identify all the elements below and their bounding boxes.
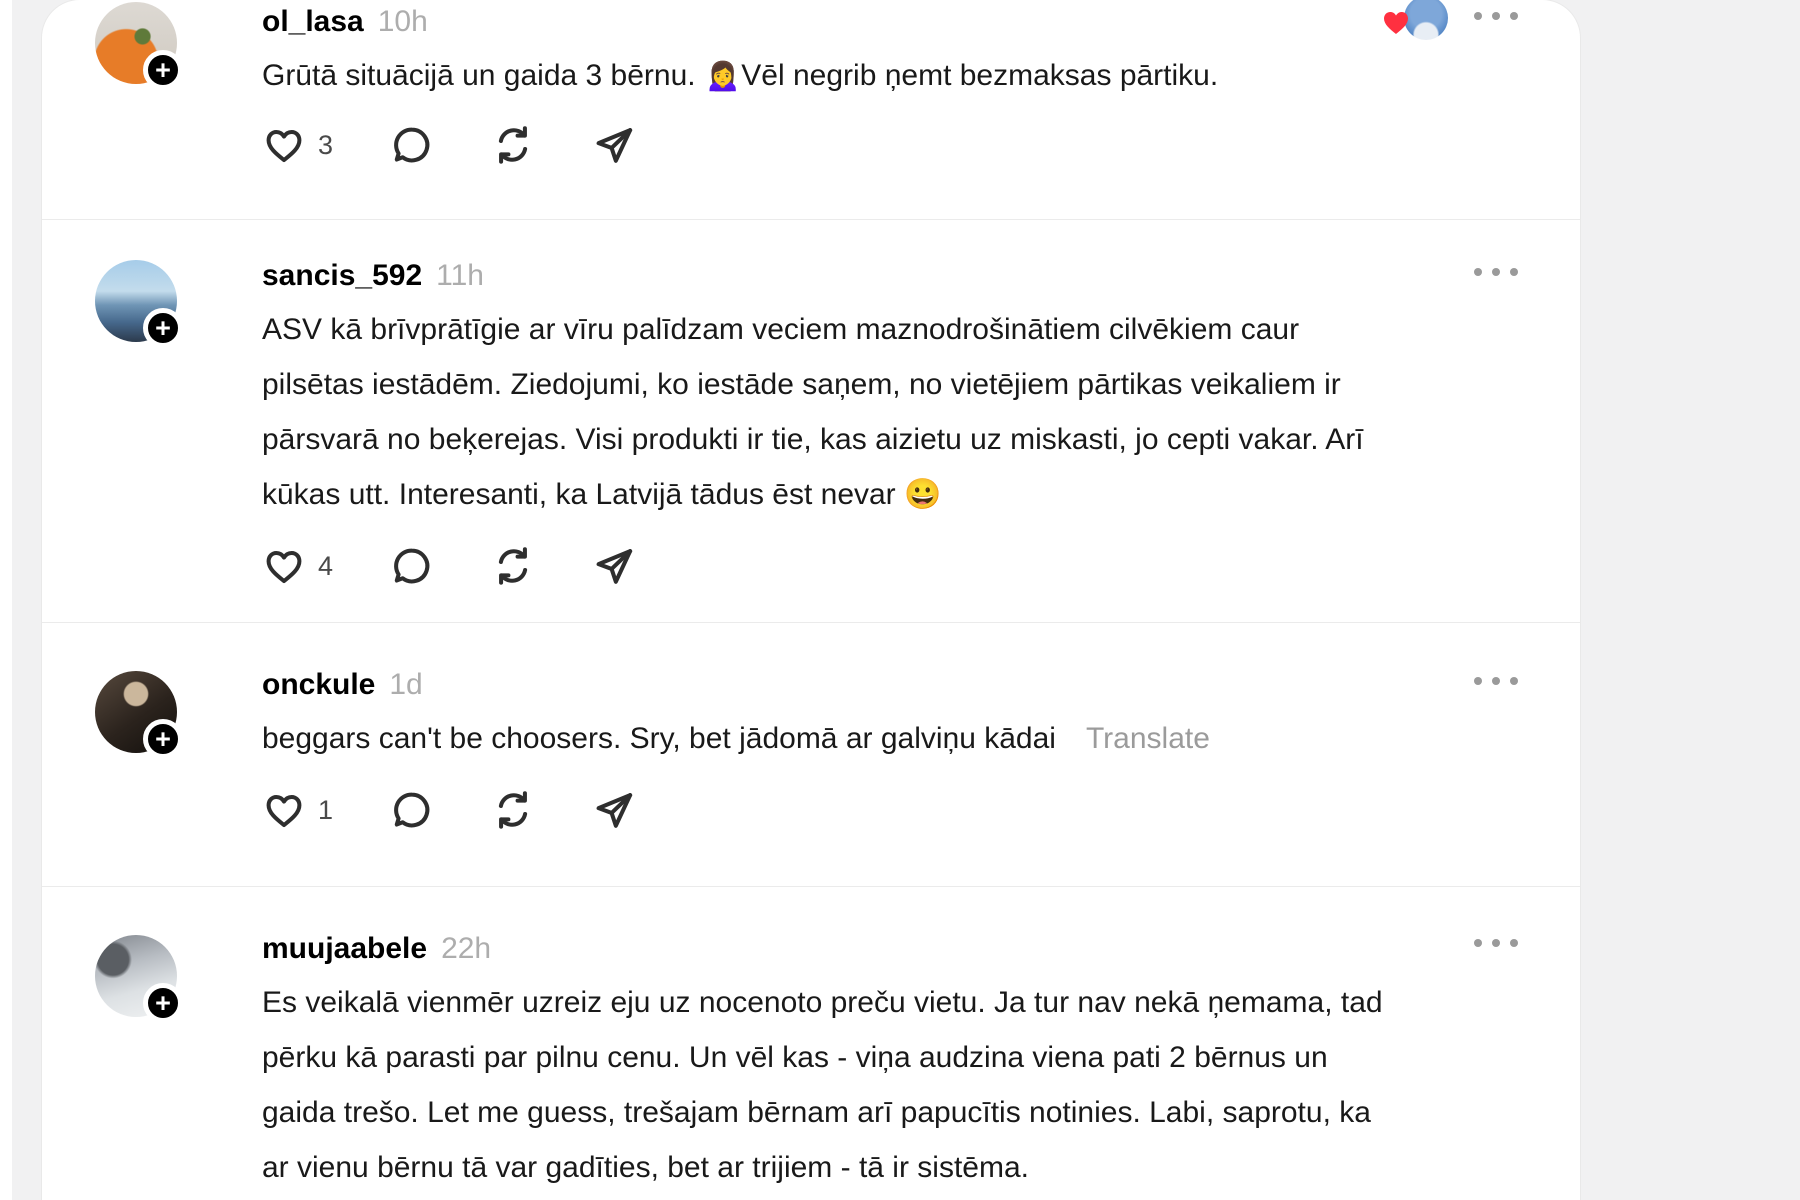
share-button[interactable] [592,788,636,832]
comment-ol-lasa [42,0,1580,220]
more-options-button[interactable] [1464,677,1518,685]
comment-text-body: beggars can't be choosers. Sry, bet jādomā ar galviņu kādai [262,722,1056,755]
like-button[interactable] [262,123,333,167]
avatar[interactable] [95,671,177,753]
timestamp: 22h [441,932,492,965]
like-count: 4 [318,550,334,581]
like-count: 3 [318,129,334,160]
reply-button[interactable] [390,123,434,167]
action-bar [262,121,1520,169]
action-bar [262,786,1520,834]
comment-bubble-icon [390,123,434,167]
avatar[interactable] [95,260,177,342]
comments-feed [42,0,1580,1200]
more-options-button[interactable] [1464,12,1518,20]
username[interactable]: ol_lasa [262,5,364,38]
repost-button[interactable] [491,788,535,832]
comment-text: Grūtā situācijā un gaida 3 bērnu. 🙍‍♀️Vēl negrib ņemt bezmaksas pārtiku. [262,59,1219,92]
send-icon [592,123,636,167]
comment-header [262,258,1520,294]
follow-plus-badge[interactable]: + [143,983,183,1023]
more-options-button[interactable] [1464,268,1518,276]
heart-icon [262,788,306,832]
comment-header [262,4,1520,40]
comment-header [262,931,1520,967]
follow-plus-badge[interactable]: + [143,719,183,759]
heart-icon [262,123,306,167]
follow-plus-badge[interactable]: + [143,308,183,348]
comment-muujaabele [42,887,1580,1200]
share-button[interactable] [592,544,636,588]
send-icon [592,544,636,588]
more-options-button[interactable] [1464,939,1518,947]
action-bar [262,542,1520,590]
like-button[interactable] [262,544,333,588]
username[interactable]: sancis_592 [262,259,423,292]
repost-icon [491,544,535,588]
repost-button[interactable] [491,123,535,167]
username[interactable]: muujaabele [262,932,428,965]
avatar[interactable] [95,935,177,1017]
comment-bubble-icon [390,544,434,588]
timestamp: 10h [377,5,428,38]
heart-icon [262,544,306,588]
timestamp: 11h [436,259,484,292]
avatar[interactable] [95,2,177,84]
comment-text [262,711,1402,766]
follow-plus-badge[interactable]: + [143,50,183,90]
username[interactable]: onckule [262,668,376,701]
translate-link[interactable]: Translate [1085,722,1210,755]
liked-by-indicator[interactable] [1404,0,1448,40]
repost-button[interactable] [491,544,535,588]
like-count: 1 [318,794,334,825]
comment-bubble-icon [390,788,434,832]
red-heart-icon [1380,6,1412,38]
comment-onckule [42,623,1580,887]
repost-icon [491,788,535,832]
comment-text: ASV kā brīvprātīgie ar vīru palīdzam veciem maznodrošinātiem cilvēkiem caur pilsētas iestādēm. Ziedojumi, ko iestāde saņem, no vietējiem pārtikas veikaliem ir pārsvarā no beķerejas. Visi produkti ir tie, kas aizietu uz miskasti, jo cepti vakar. Arī kūkas utt. Interesanti, ka Latvijā tādus ēst nevar 😀 [262,313,1364,511]
comment-text: Es veikalā vienmēr uzreiz eju uz nocenoto preču vietu. Ja tur nav nekā ņemama, tad pērku kā parasti par pilnu cenu. Un vēl kas - viņa audzina viena pati 2 bērnus un gaida trešo. Let me guess, trešajam bērnam arī papucītis notinies. Labi, saprotu, ka ar vienu bērnu tā var gadīties, bet ar trijiem - tā ir sistēma. [262,986,1383,1184]
comment-sancis-592 [42,220,1580,623]
send-icon [592,788,636,832]
share-button[interactable] [592,123,636,167]
reply-button[interactable] [390,788,434,832]
repost-icon [491,123,535,167]
left-gutter [0,0,12,1200]
timestamp: 1d [389,668,423,701]
comment-header [262,667,1520,703]
like-button[interactable] [262,788,333,832]
reply-button[interactable] [390,544,434,588]
